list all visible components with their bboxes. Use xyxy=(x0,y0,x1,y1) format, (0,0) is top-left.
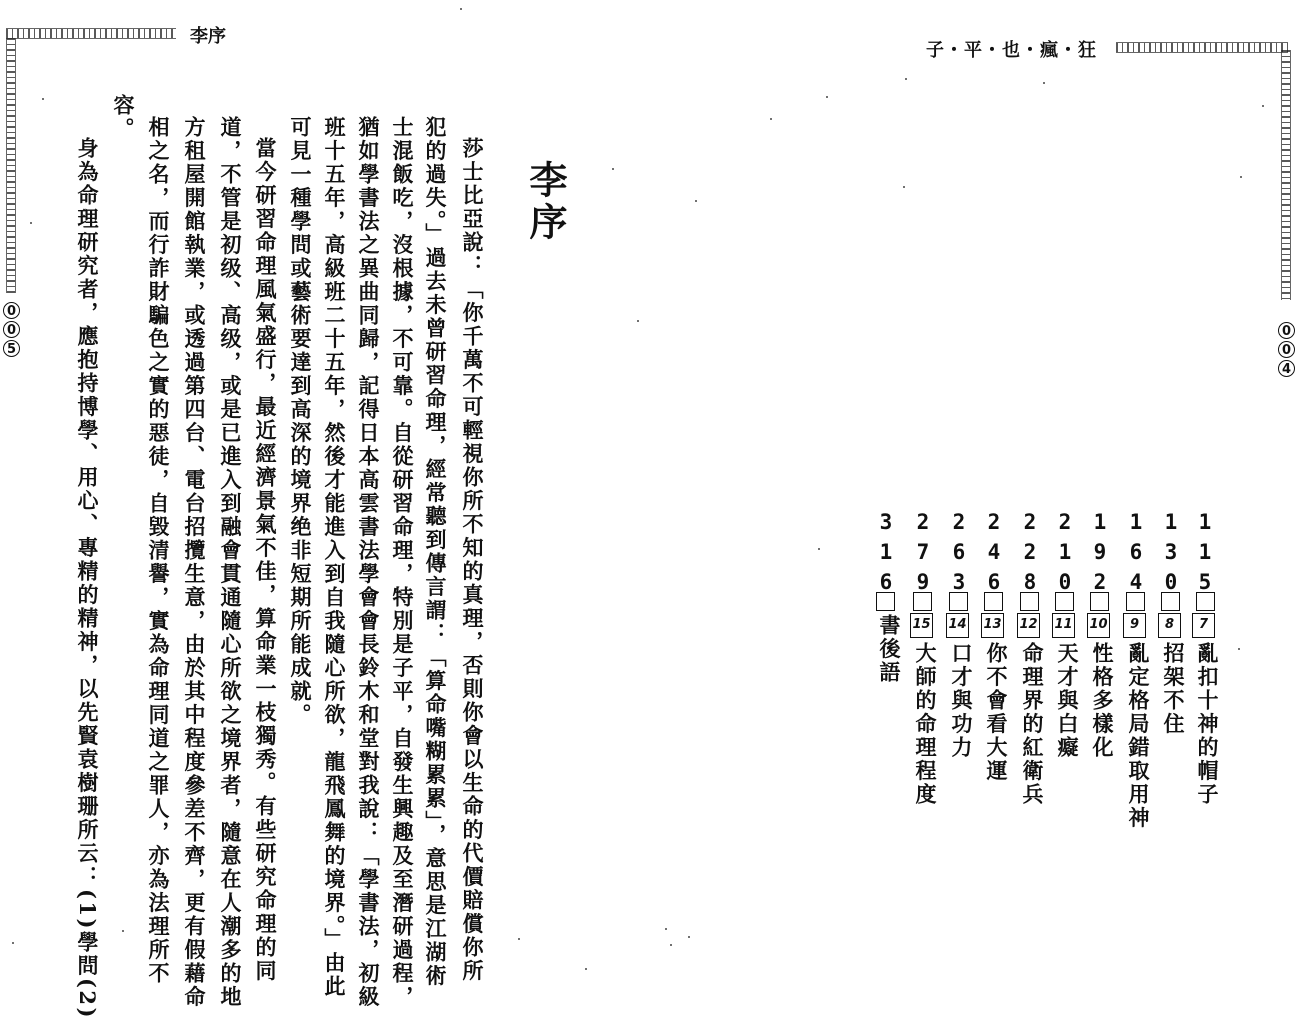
body-column: 道，不管是初级、高级，或是已進入到融會貫通隨心所欲之境界者，隨意在人潮多的地 xyxy=(218,116,243,1009)
left-top-border xyxy=(6,28,176,39)
toc-chapter-title: 命理界的紅衛兵 xyxy=(1020,642,1045,807)
toc-chapter-title: 大師的命理程度 xyxy=(913,642,938,807)
toc-marker xyxy=(1055,592,1074,611)
toc-marker xyxy=(949,592,968,611)
body-column: 相之名，而行詐財騙色之實的惡徒，自毀清譽，實為命理同道之罪人，亦為法理所不 xyxy=(146,116,171,986)
toc-chapter-title: 亂扣十神的帽子 xyxy=(1195,642,1220,807)
toc-chapter-number: 14 xyxy=(946,613,969,638)
preface-title: 李序 xyxy=(523,160,568,244)
toc-chapter-number: 10 xyxy=(1087,613,1110,638)
right-running-head: 子・平・也・瘋・狂 xyxy=(926,40,1097,61)
toc-chapter-number: 13 xyxy=(981,613,1004,638)
left-page-number: 0 0 5 xyxy=(3,302,20,357)
right-page-number: 0 0 4 xyxy=(1278,322,1295,377)
body-column: 莎士比亞說：「你千萬不可輕視你所不知的真理，否則你會以生命的代價賠償你所 xyxy=(460,137,485,983)
toc-chapter-number: 8 xyxy=(1158,613,1181,638)
body-column: 班十五年，高級班二十五年，然後才能進入到自我隨心所欲，龍飛鳳舞的境界。」由此 xyxy=(322,116,347,999)
body-column: 猶如學書法之異曲同歸，記得日本高雲書法學會會長鈴木和堂對我說：「學書法，初級 xyxy=(356,116,381,1009)
left-running-head: 李序 xyxy=(190,26,226,47)
right-side-border xyxy=(1281,50,1291,300)
body-column: 當今研習命理風氣盛行，最近經濟景氣不佳，算命業一枝獨秀。有些研究命理的同 xyxy=(253,137,278,983)
toc-marker xyxy=(913,592,932,611)
toc-page-number: 164 xyxy=(1124,510,1148,600)
toc-chapter-number: 7 xyxy=(1192,613,1215,638)
toc-page-number: 210 xyxy=(1053,510,1077,600)
toc-marker xyxy=(1020,592,1039,611)
toc-marker xyxy=(984,592,1003,611)
right-top-border xyxy=(1116,42,1288,53)
toc-page-number: 130 xyxy=(1159,510,1183,600)
toc-page-number: 192 xyxy=(1088,510,1112,600)
toc-marker xyxy=(1126,592,1145,611)
toc-chapter-title: 口才與功力 xyxy=(949,642,974,760)
body-column: 可見一種學問或藝術要達到高深的境界绝非短期所能成就。 xyxy=(288,116,313,727)
toc-page-number: 246 xyxy=(982,510,1006,600)
toc-marker xyxy=(876,592,895,611)
toc-chapter-number: 11 xyxy=(1052,613,1075,638)
toc-chapter-title: 天才與白癡 xyxy=(1055,642,1080,760)
body-column: 方租屋開館執業，或透過第四台、電台招攬生意，由於其中程度參差不齊，更有假藉命 xyxy=(182,116,207,1009)
body-column: 身為命理研究者，應抱持博學、用心、專精的精神，以先賢袁樹珊所云：(1)學問(2) xyxy=(75,137,100,1020)
toc-marker xyxy=(1161,592,1180,611)
toc-page-number: 228 xyxy=(1018,510,1042,600)
toc-page-number: 263 xyxy=(947,510,971,600)
body-column: 犯的過失。」過去未曾研習命理，經常聽到傳言謂：「算命嘴糊累累」，意思是江湖術 xyxy=(423,116,448,988)
toc-chapter-title: 亂定格局錯取用神 xyxy=(1126,642,1151,830)
toc-chapter-title: 性格多樣化 xyxy=(1090,642,1115,760)
toc-chapter-number: 9 xyxy=(1123,613,1146,638)
toc-marker xyxy=(1196,592,1215,611)
toc-chapter-number: 15 xyxy=(910,613,933,638)
toc-chapter-title: 招架不住 xyxy=(1161,642,1186,736)
toc-marker xyxy=(1090,592,1109,611)
toc-chapter-number: 12 xyxy=(1017,613,1040,638)
body-column: 士混飯吃，沒根據，不可靠。自從研習命理，特別是子平，自發生興趣及至潛研過程， xyxy=(390,116,415,1009)
toc-chapter-title: 書後語 xyxy=(877,614,902,685)
left-side-border xyxy=(6,38,16,293)
body-column: 容。 xyxy=(111,94,136,141)
toc-page-number: 316 xyxy=(874,510,898,600)
toc-page-number: 115 xyxy=(1193,510,1217,600)
toc-chapter-title: 你不會看大運 xyxy=(984,642,1009,783)
toc-page-number: 279 xyxy=(911,510,935,600)
